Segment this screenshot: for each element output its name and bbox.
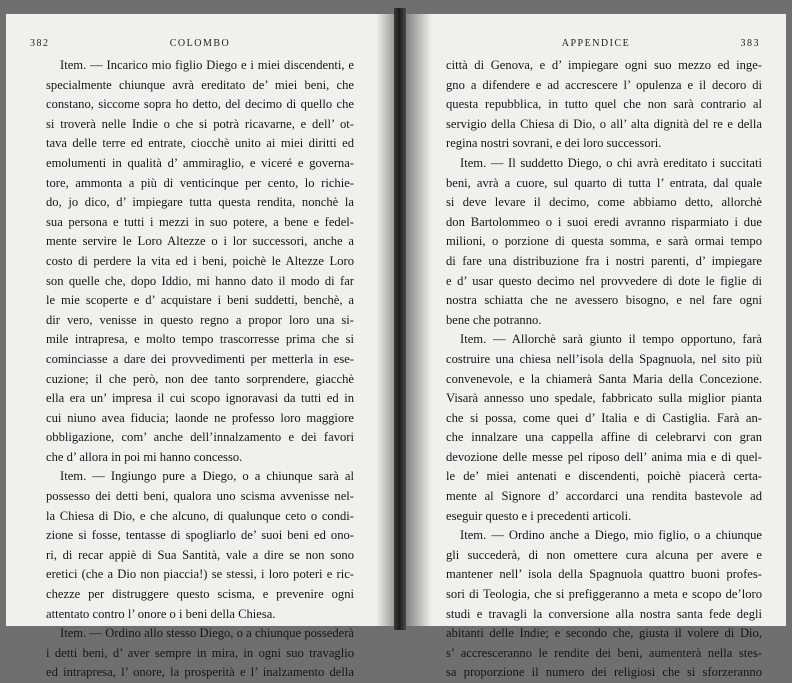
text-line: nostra schiatta che ne avessero bisogno, e nel fare ogni xyxy=(446,293,762,308)
text-line: regina nostri sovrani, e dei loro successori. xyxy=(446,136,662,151)
text-line: Item. — Il suddetto Diego, o chi avrà ereditato i succitati xyxy=(460,155,762,170)
text-line: sua persona e tutti i mezzi in suo potere, a bene e fedel- xyxy=(46,214,354,229)
text-line: la Chiesa di Dio, e che alcuno, di qualunque ceto o condi- xyxy=(46,508,354,523)
text-line: abitanti delle Indie; e secondo che, giusta il volere di Dio, xyxy=(446,626,762,641)
text-line: che innalzare una cappella affine di celebrarvi con gran xyxy=(446,430,762,445)
text-line: bene che potranno. xyxy=(446,312,542,327)
text-line: che d’ allora in poi mi hanno concesso. xyxy=(46,449,243,464)
right-page-text xyxy=(446,56,762,683)
text-line: do, jo dico, d’ impiegare tutta questa rendita, nonchè la xyxy=(46,195,354,210)
text-line: che si possa, come quei d’ Italia e di Castiglia. Farà an- xyxy=(446,410,762,425)
text-line: mente servire le Loro Altezze o i lor successori, anche a xyxy=(46,234,354,249)
left-page-number: 382 xyxy=(30,38,50,49)
text-line: di fare una distribuzione fra i nostri parenti, d’ impiegare xyxy=(446,253,762,268)
text-line: ed intrapresa, l’ onore, la prosperità e l’ inalzamento della xyxy=(46,665,354,680)
text-line: cominciasse a dare dei provvedimenti per metterla in ese- xyxy=(46,351,354,366)
book-gutter xyxy=(394,8,406,630)
text-line: mente al Signore d’ accordarci una rendita bastevole ad xyxy=(446,489,762,504)
text-line: le de’ miei antenati e discendenti, poichè piacerà certa- xyxy=(446,469,762,484)
text-line: città di Genova, e d’ impiegare ogni suo mezzo ed inge- xyxy=(446,58,762,72)
text-line: eseguir questo e i precedenti articoli. xyxy=(446,508,632,523)
text-line: obbligazione, com’ anche dell’innalzamento e dei favori xyxy=(46,430,354,445)
text-line: specialmente chiunque avrà ereditato de’ miei beni, che xyxy=(46,77,354,92)
text-line: tava delle terre ed entrate, ciocchè unito ai miei diritti ed xyxy=(46,136,354,151)
left-page xyxy=(6,14,394,680)
text-line: beni, avrà a cuore, sul quarto di tutta l’ entrata, dal quale xyxy=(446,175,762,190)
text-line: emolumenti in qualità d’ ammiraglio, e viceré e governa- xyxy=(46,155,354,170)
text-line: Visarà annesso uno spedale, fabbricato sulla miglior pianta xyxy=(446,391,762,406)
text-line: chezze per distruggere questo scisma, e prevenire ogni xyxy=(46,587,354,602)
text-line: devozione delle messe pel riposo dell’ anima mia e di quel- xyxy=(446,449,762,464)
text-line: si troverà nelle Indie o che si potrà ricavarne, e dell’ ot- xyxy=(46,116,354,131)
text-line: convenevole, e la chiamerà Santa Maria della Concezione. xyxy=(446,371,762,386)
right-running-head xyxy=(406,38,786,52)
right-page-number: 383 xyxy=(740,38,760,49)
text-line: questa repubblica, in tutto quel che non sarà contrario al xyxy=(446,97,762,112)
text-line: Item. — Ordino anche a Diego, mio figlio, o a chiunque xyxy=(460,528,762,543)
text-line: studi e travagli la conversione alla nostra santa fede degli xyxy=(446,606,762,621)
text-line: constano, siccome sopra ho detto, del decimo di quello che xyxy=(46,97,354,112)
text-line: gli succederà, di non omettere cura alcuna per avere e xyxy=(446,547,762,562)
text-line: e d’ usar questo decimo nel provvedere di dote le figlie di xyxy=(446,273,762,288)
text-line: Item. — Allorchè sarà giunto il tempo opportuno, farà xyxy=(460,332,762,347)
text-line: sori di Teologia, che si prefiggeranno a meta e scopo de’loro xyxy=(446,587,762,602)
right-page xyxy=(406,14,786,680)
text-line: don Bartolommeo o i suoi eredi avranno risparmiato i due xyxy=(446,214,762,229)
text-line: i detti beni, d’ aver sempre in mira, in ogni suo travaglio xyxy=(46,645,354,660)
left-gutter-shadow xyxy=(376,14,394,626)
right-gutter-shadow xyxy=(406,14,432,626)
text-line: cui niuno avea fiducia; laonde ne professo loro maggiore xyxy=(46,410,354,425)
text-line: le mie scoperte e d’ acquistare i beni suddetti, benchè, a xyxy=(46,293,354,308)
text-line: mantener nell’ isola della Spagnuola quattro buoni profes- xyxy=(446,567,762,582)
text-line: cuzione; il che però, non dee tanto sorprendere, giacchè xyxy=(46,371,354,386)
text-line: tore, ammonta a più di venticinque per cento, lo richie- xyxy=(46,175,354,190)
text-line: attentato contro l’ onore o i beni della Chiesa. xyxy=(46,606,276,621)
text-line: Item. — Ordino allo stesso Diego, o a chiunque possederà xyxy=(60,626,354,641)
text-line: son quelle che, dopo Iddio, mi hanno dato il modo di far xyxy=(46,273,354,288)
right-running-title: APPENDICE xyxy=(561,38,631,49)
text-line: servigio della Chiesa di Dio, o all’ alta dignità del re e della xyxy=(446,116,762,131)
left-page-text xyxy=(46,56,354,683)
text-line: s’ accresceranno le rendite dei beni, aumenterà nella stes- xyxy=(446,645,762,660)
text-line: eretici (che a Dio non piaccia!) se stessi, i loro poteri e ric- xyxy=(46,567,354,582)
left-running-title: COLOMBO xyxy=(169,38,231,49)
text-line: possesso dei detti beni, qualora uno scisma avvenisse nel- xyxy=(46,489,354,504)
text-line: sa proporzione il numero dei religiosi che si sforzeranno xyxy=(446,665,762,680)
text-line: costo di perdere la vita ed i beni, poichè le Altezze Loro xyxy=(46,253,354,268)
text-line: zione si fosse, tentasse di spogliarlo de’ suoi beni ed ono- xyxy=(46,528,354,543)
text-line: ri, di recar appiè di Sua Santità, vale a dire se non sono xyxy=(46,547,354,562)
text-line: Item. — Incarico mio figlio Diego e i miei discendenti, e xyxy=(60,58,354,72)
text-line: gno a difendere e ad accrescere l’ opulenza e il decoro di xyxy=(446,77,762,92)
text-line: ella era un’ impresa il cui scopo ignoravasi da tutti ed in xyxy=(46,391,354,406)
text-line: mile intrapresa, e molto tempo trascorresse prima che si xyxy=(46,332,354,347)
text-line: dir vero, venisse in questo regno a propor loro una si- xyxy=(46,312,354,327)
text-line: milioni, o porzione di questa somma, e sarà ormai tempo xyxy=(446,234,762,249)
text-line: costruire una chiesa nell’isola della Spagnuola, nel sito più xyxy=(446,351,762,366)
left-running-head xyxy=(6,38,394,52)
text-line: si deve levare il decimo, come abbiamo detto, allorchè xyxy=(446,195,762,210)
text-line: Item. — Ingiungo pure a Diego, o a chiunque sarà al xyxy=(60,469,354,484)
